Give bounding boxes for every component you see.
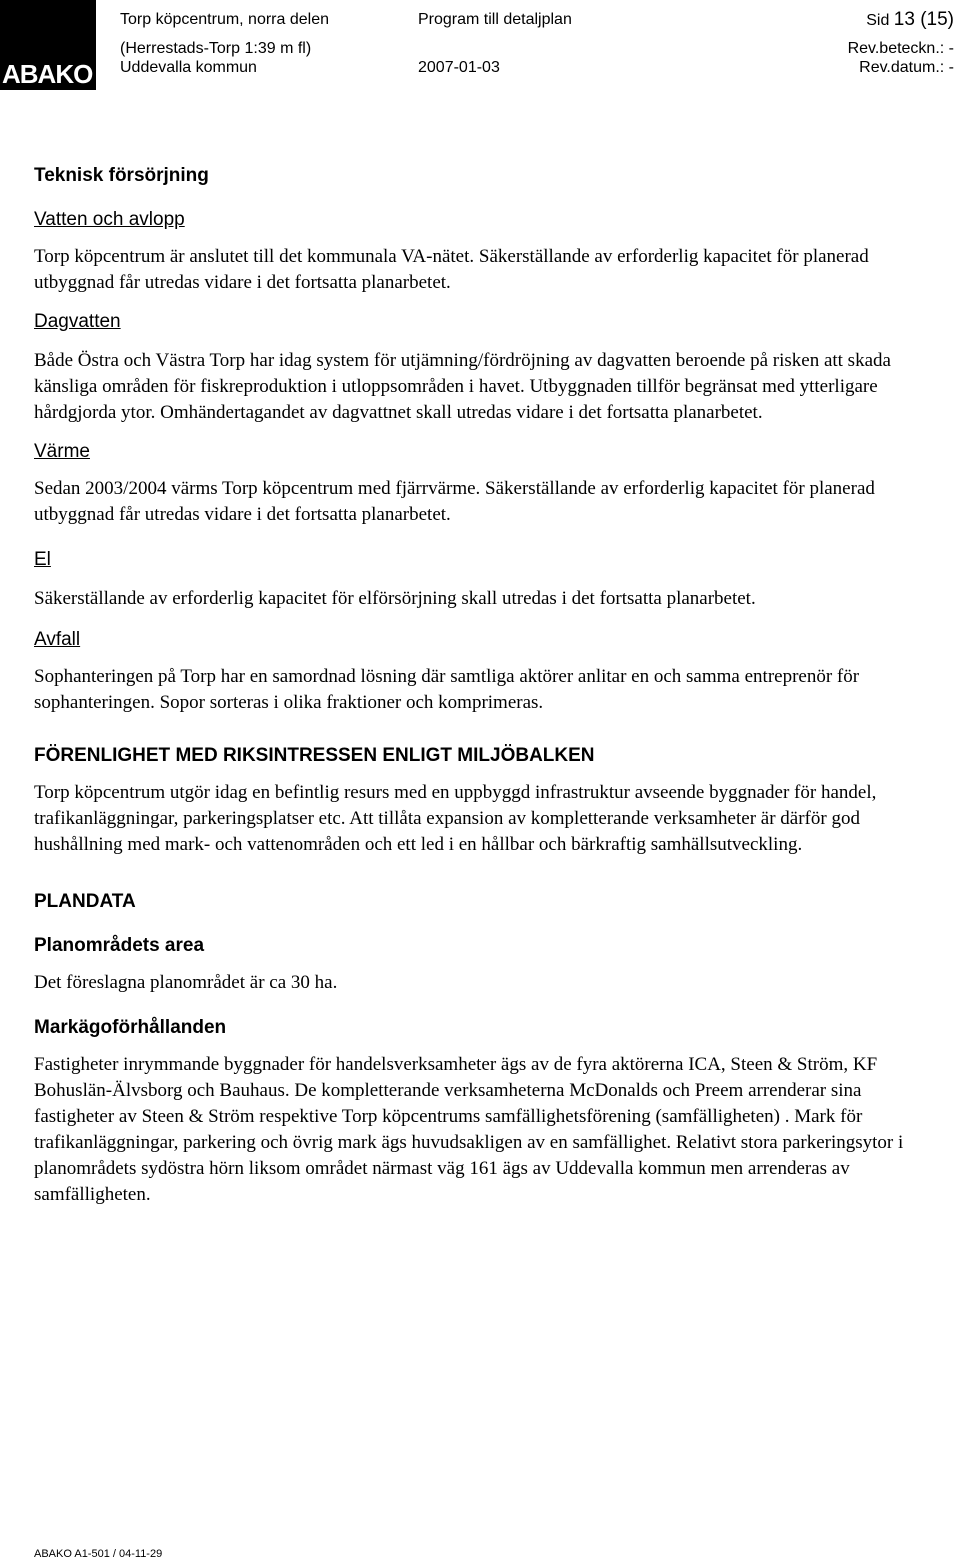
revision-date: Rev.datum.: - <box>859 59 954 76</box>
subsection-title-area: Planområdets area <box>34 935 205 956</box>
footer-code: ABAKO A1-501 / 04-11-29 <box>34 1548 163 1560</box>
section-title-plandata: PLANDATA <box>34 891 136 912</box>
subsection-title-vatten: Vatten och avlopp <box>34 209 185 230</box>
section-title-riksintresse: FÖRENLIGHET MED RIKSINTRESSEN ENLIGT MILJÖBALKEN <box>34 745 595 766</box>
abako-logo <box>0 0 96 90</box>
subsection-title-markagoforhallanden: Markägoförhållanden <box>34 1017 227 1038</box>
revision-designation: Rev.beteckn.: - <box>847 40 954 57</box>
paragraph-vatten: Torp köpcentrum är anslutet till det kommunala VA-nätet. Säkerställande av erforderlig kapacitet för planerad utbyggnad får utredas vidare i det fortsatta planarbetet. <box>34 246 869 293</box>
subsection-title-varme: Värme <box>34 441 90 462</box>
paragraph-markagoforhallanden: Fastigheter inrymmande byggnader för handelsverksamheter ägs av de fyra aktörerna ICA, Steen & Ström, KF Bohuslän-Älvsborg och Bauhaus. De kompletterande verksamheterna McDonalds och Preem arrenderar sina fastigheter av Steen & Ström respektive Torp köpcentrums samfällighetsförening (samfälligheten) . Mark för trafikanläggningar, parkering och övrig mark ägs huvudsakligen av en samfällighet. Relativt stora parkeringsytor i planområdets sydöstra hörn liksom området närmast väg 161 ägs av Uddevalla kommun men arrenderas av samfälligheten. <box>34 1054 904 1205</box>
page-number: 13 (15) <box>893 9 954 30</box>
project-name: Torp köpcentrum, norra delen <box>120 11 329 28</box>
paragraph-area: Det föreslagna planområdet är ca 30 ha. <box>34 972 338 993</box>
section-title-teknisk: Teknisk försörjning <box>34 165 209 186</box>
paragraph-dagvatten: Både Östra och Västra Torp har idag system för utjämning/fördröjning av dagvatten beroende på risken att skada känsliga områden för fiskreproduktion i utloppsområden i havet. Utbyggnaden tillför begränsat med ytterligare hårdgjorda ytor. Omhändertagandet av dagvattnet skall utredas vidare i det fortsatta planarbetet. <box>34 350 891 423</box>
page-label: Sid <box>866 12 894 29</box>
logo-text: ABAKO <box>2 59 93 89</box>
page-indicator <box>866 10 954 30</box>
municipality: Uddevalla kommun <box>120 59 257 76</box>
paragraph-el: Säkerställande av erforderlig kapacitet för elförsörjning skall utredas i det fortsatta planarbetet. <box>34 588 756 609</box>
paragraph-avfall: Sophanteringen på Torp har en samordnad lösning där samtliga aktörer anlitar en och samma entreprenör för sophanteringen. Sopor sorteras i olika fraktioner och komprimeras. <box>34 666 860 713</box>
paragraph-riksintresse: Torp köpcentrum utgör idag en befintlig resurs med en uppbyggd infrastruktur avseende byggnader för handel, trafikanläggningar, parkeringsplatser etc. Att tillåta expansion av kompletterande verksamheter är därför god hushållning med mark- och vattenområden och ett led i en hållbar och bärkraftig samhällsutveckling. <box>34 782 877 855</box>
subsection-title-el: El <box>34 549 51 570</box>
document-type: Program till detaljplan <box>418 11 572 28</box>
subsection-title-dagvatten: Dagvatten <box>34 311 121 332</box>
document-date: 2007-01-03 <box>418 59 500 76</box>
paragraph-varme: Sedan 2003/2004 värms Torp köpcentrum med fjärrvärme. Säkerställande av erforderlig kapacitet för planerad utbyggnad får utredas vidare i det fortsatta planarbetet. <box>34 478 875 525</box>
page-content <box>34 164 946 1208</box>
property-designation: (Herrestads-Torp 1:39 m fl) <box>120 40 312 57</box>
subsection-title-avfall: Avfall <box>34 629 81 650</box>
